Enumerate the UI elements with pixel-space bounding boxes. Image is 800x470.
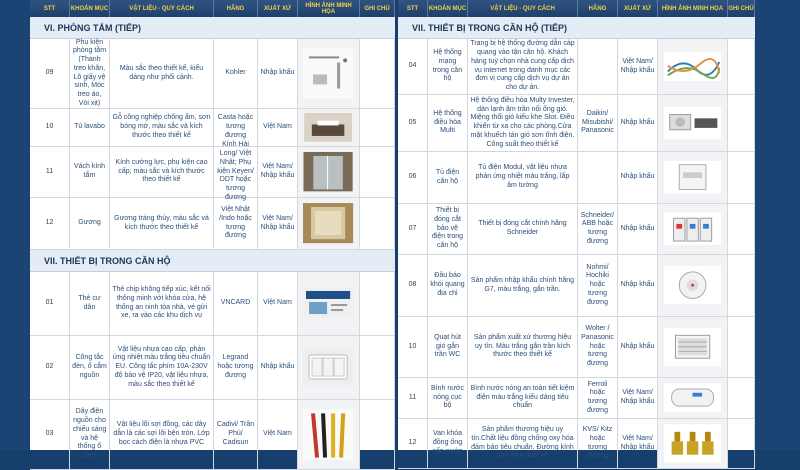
row-origin: Nhập khẩu xyxy=(618,204,658,254)
row-item: Quạt hút gió gắn trần WC xyxy=(428,317,468,377)
header-hang: HÃNG xyxy=(214,0,258,17)
row-origin: Việt Nam/ Nhập khẩu xyxy=(258,147,298,197)
row-note xyxy=(728,39,755,94)
row-stt: 12 xyxy=(30,198,70,249)
row-brand: Schneider/ ABB hoặc tương đương xyxy=(578,204,618,254)
table-row xyxy=(30,141,395,201)
row-image xyxy=(298,147,360,197)
header-xuat-xu: XUẤT XỨ xyxy=(258,0,298,17)
table-row xyxy=(398,39,755,95)
row-desc: Màu sắc theo thiết kế, kiểu dáng như phối cảnh. xyxy=(110,39,214,108)
row-origin: Việt Nam/ Nhập khẩu xyxy=(618,378,658,418)
ac-unit-image xyxy=(664,101,721,145)
row-note xyxy=(728,419,755,468)
row-item: Phụ kiện phòng tắm (Thanh treo khăn, Lô giấy vệ sinh, Móc treo áo, Vòi xịt) xyxy=(70,39,110,108)
row-desc: Gương tráng thủy, màu sắc và kích thước theo thiết kế xyxy=(110,198,214,249)
water-heater-image xyxy=(664,382,721,413)
row-image xyxy=(658,317,728,377)
row-item: Dây điện nguồn cho chiếu sáng và hệ thống ổ cắm. xyxy=(70,400,110,469)
row-item: Tủ lavabo xyxy=(70,109,110,146)
table-row xyxy=(30,39,395,109)
circuit-breaker-image xyxy=(664,209,721,248)
row-stt: 09 xyxy=(30,39,70,108)
row-desc: Bình nước nóng an toàn tiết kiệm điện màu trắng kiểu dáng tiêu chuẩn xyxy=(468,378,578,418)
mirror-image xyxy=(303,203,353,243)
row-note xyxy=(360,336,395,399)
electrical-box-image xyxy=(664,157,721,197)
table-row xyxy=(398,317,755,378)
row-origin: Nhập khẩu xyxy=(618,255,658,316)
header-stt: STT xyxy=(398,0,428,17)
row-note xyxy=(728,378,755,418)
row-desc: Tủ điện Modul, vật liệu nhựa phản ứng nhiệt màu trắng, lắp âm tường xyxy=(468,152,578,203)
row-note xyxy=(728,204,755,254)
row-image xyxy=(658,95,728,151)
row-image xyxy=(658,152,728,203)
table-row xyxy=(30,336,395,400)
row-note xyxy=(360,272,395,335)
light-switch-image xyxy=(303,342,353,392)
network-cable-image xyxy=(664,45,721,88)
row-origin: Nhập khẩu xyxy=(618,317,658,377)
smoke-detector-image xyxy=(664,261,721,309)
row-stt: 11 xyxy=(30,147,70,197)
section-title: VI. PHÒNG TẮM (TIẾP) xyxy=(30,17,395,39)
row-desc: Sản phẩm nhập khẩu chính hãng G7, màu trắng, gắn trần. xyxy=(468,255,578,316)
row-stt: 06 xyxy=(398,152,428,203)
table-row xyxy=(398,152,755,204)
row-image xyxy=(298,198,360,249)
header-vat-lieu: VẬT LIỆU - QUY CÁCH xyxy=(110,0,214,17)
row-brand: Kohler xyxy=(214,39,258,108)
row-desc: Thẻ chip không tiếp xúc, kết nối thông minh với khóa cửa, hệ thống an ninh tòa nhà, vé gửi xe, ra vào các khu dịch vụ xyxy=(110,272,214,335)
row-item: Hệ thống mạng trong căn hộ xyxy=(428,39,468,94)
row-item: Đầu báo khói quang địa chỉ xyxy=(428,255,468,316)
row-note xyxy=(728,255,755,316)
row-brand xyxy=(578,39,618,94)
right-margin-band xyxy=(755,0,800,450)
row-desc: Gỗ công nghiệp chống ẩm, sơn bóng mờ, màu sắc và kích thước theo thiết kế xyxy=(110,109,214,146)
row-note xyxy=(360,147,395,197)
section-title: VII. THIẾT BỊ TRONG CĂN HỘ xyxy=(30,250,395,272)
row-stt: 08 xyxy=(398,255,428,316)
right-table xyxy=(398,0,755,460)
row-origin: Việt Nam xyxy=(258,400,298,469)
row-image xyxy=(658,255,728,316)
row-image xyxy=(658,204,728,254)
row-desc: Sản phẩm thương hiệu uy tín.Chất liệu đồng chống oxy hóa đảm bảo tiêu chuẩn. Đường kính van theo thiết kế xyxy=(468,419,578,468)
row-origin: Việt Nam/ Nhập khẩu xyxy=(618,419,658,468)
row-image xyxy=(298,272,360,335)
row-stt: 10 xyxy=(30,109,70,146)
row-brand: Cadivi/ Trần Phú/ Cadisun xyxy=(214,400,258,469)
row-desc: Hệ thống điều hòa Multy Invester, dàn lạnh âm trần nối ống gió. Miệng thổi gió kiểu khe Slot. Điều khiển từ xa cho các phòng.Cửa mặt khuếch tán gió sơn tĩnh điện. Công suất theo thiết kế xyxy=(468,95,578,151)
row-brand: Việt Nhật /Indo hoặc tương đương xyxy=(214,198,258,249)
row-image xyxy=(298,400,360,469)
left-margin-band xyxy=(0,0,30,450)
row-origin: Việt Nam xyxy=(258,109,298,146)
section-title: VII. THIẾT BỊ TRONG CĂN HỘ (TIẾP) xyxy=(398,17,755,39)
row-item: Gương xyxy=(70,198,110,249)
table-row xyxy=(30,272,395,336)
ceiling-fan-image xyxy=(664,323,721,371)
row-desc: Kính cường lực, phụ kiện cao cấp; màu sắc và kích thước theo thiết kế xyxy=(110,147,214,197)
row-brand: Wolter / Panasonic hoặc tương đương xyxy=(578,317,618,377)
row-origin: Nhập khẩu xyxy=(618,95,658,151)
row-item: Tủ điện căn hộ xyxy=(428,152,468,203)
table-row xyxy=(30,109,395,147)
row-brand: Ferroli hoặc tương đương xyxy=(578,378,618,418)
shower-glass-image xyxy=(303,152,353,191)
row-desc: Vật liệu nhựa cao cấp, phản ứng nhiệt màu trắng tiêu chuẩn EU. Công tắc phím 10A-230V độ bảo vệ IP20, vật liệu nhựa, màu sắc theo thiết kế xyxy=(110,336,214,399)
electric-cable-image xyxy=(303,407,353,462)
header-hinh-anh: HÌNH ẢNH MINH HỌA xyxy=(298,0,360,17)
row-note xyxy=(728,152,755,203)
row-item: Thiết bị đóng cắt bảo vệ điện trong căn hộ xyxy=(428,204,468,254)
row-stt: 07 xyxy=(398,204,428,254)
row-image xyxy=(298,39,360,108)
row-image xyxy=(658,378,728,418)
row-brand: Daikin/ Misubishi/ Panasonic xyxy=(578,95,618,151)
towel-bar-image xyxy=(303,46,353,101)
table-row xyxy=(398,378,755,419)
row-brand: Nohmi/ Hochiki hoặc tương đương xyxy=(578,255,618,316)
row-desc: Thiết bị đóng cắt chính hãng Schneider xyxy=(468,204,578,254)
row-stt: 04 xyxy=(398,39,428,94)
row-desc: Vật liệu lõi sợi đồng, các dây dẫn là các sợi lõi bện tròn. Lớp bọc cách điện là nhựa PVC xyxy=(110,400,214,469)
row-note xyxy=(360,400,395,469)
row-note xyxy=(728,317,755,377)
row-origin: Việt Nam/ Nhập khẩu xyxy=(618,39,658,94)
header-xuat-xu: XUẤT XỨ xyxy=(618,0,658,17)
row-origin: Nhập khẩu xyxy=(258,336,298,399)
header-khoan-muc: KHOẢN MỤC xyxy=(70,0,110,17)
row-item: Thẻ cư dân xyxy=(70,272,110,335)
row-stt: 10 xyxy=(398,317,428,377)
header-vat-lieu: VẬT LIỆU - QUY CÁCH xyxy=(468,0,578,17)
header-ghi-chu: GHI CHÚ xyxy=(728,0,755,17)
table-row xyxy=(398,419,755,469)
row-brand: VNCARD xyxy=(214,272,258,335)
row-item: Bình nước nóng cục bộ xyxy=(428,378,468,418)
left-table xyxy=(30,0,395,459)
row-item: Vách kính tắm xyxy=(70,147,110,197)
row-note xyxy=(360,109,395,146)
row-note xyxy=(728,95,755,151)
table-row xyxy=(398,95,755,152)
resident-card-image xyxy=(303,278,353,328)
row-note xyxy=(360,198,395,249)
table-header xyxy=(398,0,755,17)
row-image xyxy=(298,109,360,146)
row-brand xyxy=(578,152,618,203)
row-brand: Kính Hải Long/ Việt Nhật; Phụ kiện Keyen/ DDT hoặc tương đương xyxy=(214,147,258,197)
row-desc: Trang bị hệ thống đường dẫn cáp quang vào tận căn hộ. Khách hàng tuỳ chọn nhà cung cấp dịch vụ internet trong danh mục các đơn vị cung cấp dịch vụ dự án cho dự án. xyxy=(468,39,578,94)
row-brand: KVS/ Kitz hoặc tương đương xyxy=(578,419,618,468)
row-image xyxy=(658,39,728,94)
row-brand: Legrand hoặc tương đương xyxy=(214,336,258,399)
table-row xyxy=(398,255,755,317)
header-ghi-chu: GHI CHÚ xyxy=(360,0,395,17)
header-stt: STT xyxy=(30,0,70,17)
row-image xyxy=(298,336,360,399)
table-row xyxy=(30,400,395,470)
row-item: Van khóa đồng ống cấp nước xyxy=(428,419,468,468)
row-item: Hệ thống điều hòa Multi xyxy=(428,95,468,151)
row-origin: Nhập khẩu xyxy=(618,152,658,203)
row-origin: Việt Nam/ Nhập khẩu xyxy=(258,198,298,249)
row-stt: 12 xyxy=(398,419,428,468)
brass-valve-image xyxy=(664,424,721,463)
header-khoan-muc: KHOẢN MỤC xyxy=(428,0,468,17)
row-stt: 02 xyxy=(30,336,70,399)
row-origin: Nhập khẩu xyxy=(258,39,298,108)
row-stt: 03 xyxy=(30,400,70,469)
row-desc: Sản phẩm xuất xứ thương hiệu uy tín. Màu trắng gắn trần kích thước theo thiết kế xyxy=(468,317,578,377)
row-origin: Việt Nam xyxy=(258,272,298,335)
table-header xyxy=(30,0,395,17)
vanity-cabinet-image xyxy=(303,113,353,142)
row-stt: 11 xyxy=(398,378,428,418)
row-image xyxy=(658,419,728,468)
table-row xyxy=(30,198,395,250)
header-hinh-anh: HÌNH ẢNH MINH HỌA xyxy=(658,0,728,17)
row-note xyxy=(360,39,395,108)
row-stt: 05 xyxy=(398,95,428,151)
table-row xyxy=(398,204,755,255)
row-stt: 01 xyxy=(30,272,70,335)
header-hang: HÃNG xyxy=(578,0,618,17)
row-brand: Casta hoặc tương đương xyxy=(214,109,258,146)
row-item: Công tắc đèn, ổ cắm nguồn xyxy=(70,336,110,399)
